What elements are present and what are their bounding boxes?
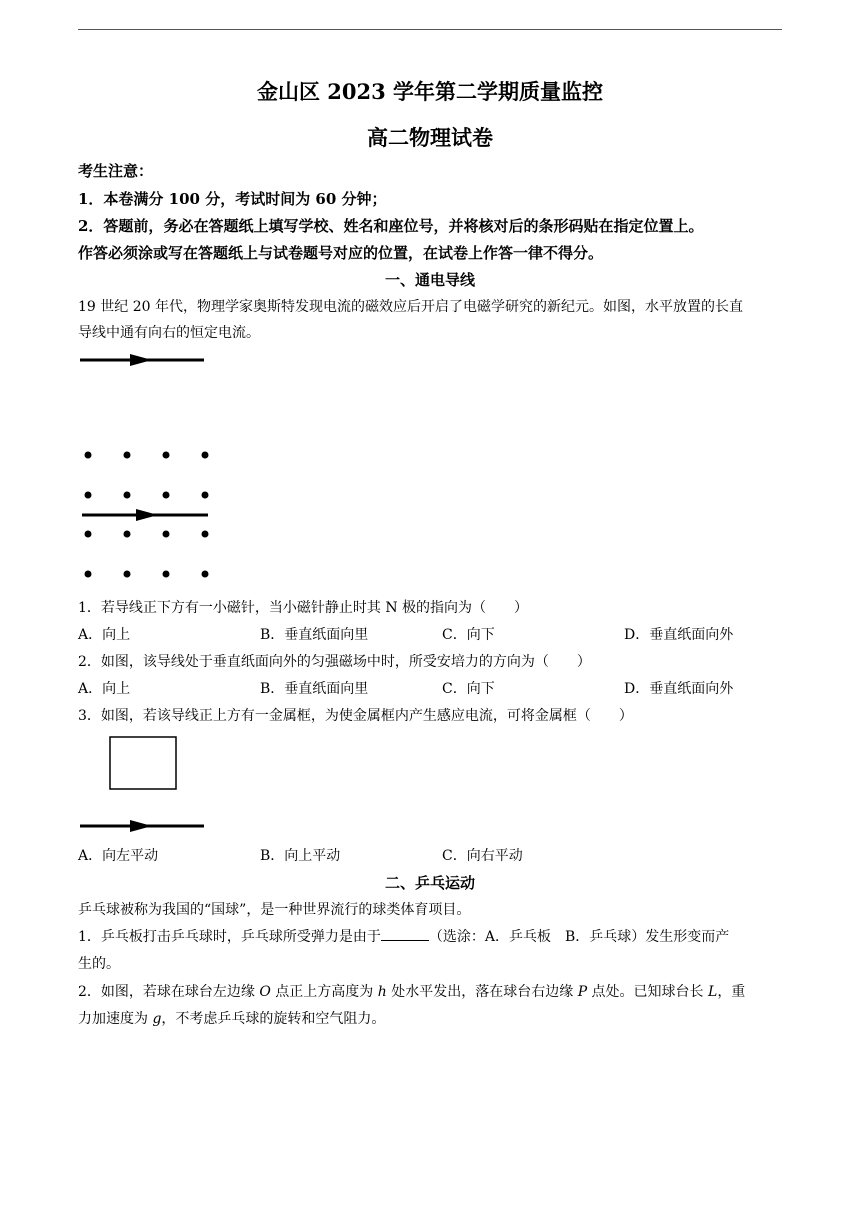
q2-option-a: A．向上 <box>78 681 131 697</box>
wire-with-arrow-figure <box>78 352 208 368</box>
s2-q2-text: ，重 <box>717 984 746 1000</box>
page-subtitle: 高二物理试卷 <box>367 125 493 150</box>
section-2-title: 二、乒乓运动 <box>384 874 475 892</box>
s2-q2-text: 处水平发出，落在球台右边缘 <box>386 984 578 1000</box>
q1-option-c: C．向下 <box>442 627 495 643</box>
q2-stem: 2．如图，该导线处于垂直纸面向外的匀强磁场中时，所受安培力的方向为（ ） <box>78 654 591 670</box>
s2-q2-line-2 <box>78 1008 385 1028</box>
point-o-label: O <box>259 984 271 1000</box>
s2-q2-text: 力加速度为 <box>78 1011 153 1027</box>
s2-q1-text-1: 1．乒乓板打击乒乓球时，乒乓球所受弹力是由于 <box>78 929 381 945</box>
q2-option-b: B．垂直纸面向里 <box>260 681 369 697</box>
notice-item-2: 2．答题前，务必在答题纸上填写学校、姓名和座位号，并将核对后的条形码贴在指定位置上。 <box>78 217 704 235</box>
metal-frame-figure <box>78 734 208 834</box>
q3-stem: 3．如图，若该导线正上方有一金属框，为使金属框内产生感应电流，可将金属框（ ） <box>78 708 633 724</box>
magnetic-field-figure <box>78 445 218 585</box>
s2-q2-text: ，不考虑乒乓球的旋转和空气阻力。 <box>161 1011 386 1027</box>
s2-q1-line-1 <box>78 926 729 946</box>
s2-q2-text: 2．如图，若球在球台左边缘 <box>78 984 260 1000</box>
q2-option-d: D．垂直纸面向外 <box>624 681 734 697</box>
notice-heading: 考生注意： <box>78 162 154 180</box>
q1-stem: 1．若导线正下方有一小磁针，当小磁针静止时其 N 极的指向为（ ） <box>78 600 529 616</box>
gravity-g-label: g <box>152 1011 162 1027</box>
section-1-intro-line-2: 导线中通有向右的恒定电流。 <box>78 325 260 341</box>
metal-frame-square <box>110 737 176 789</box>
q1-option-d: D．垂直纸面向外 <box>624 627 734 643</box>
section-1-intro-line-1: 19 世纪 20 年代，物理学家奥斯特发现电流的磁效应后开启了电磁学研究的新纪元。如图，水平放置的长直 <box>78 299 743 315</box>
q3-option-a: A．向左平动 <box>78 848 159 864</box>
notice-item-1: 1．本卷满分 100 分，考试时间为 60 分钟； <box>78 190 387 208</box>
s2-q1-text-2: （选涂：A．乒乓板 B．乒乓球）发生形变而产 <box>428 929 730 945</box>
answer-blank[interactable] <box>381 928 429 941</box>
current-arrow-icon <box>136 509 158 521</box>
section-1-title: 一、通电导线 <box>384 271 475 289</box>
s2-q2-line-1 <box>78 981 745 1001</box>
section-2-intro: 乒乓球被称为我国的“国球”，是一种世界流行的球类体育项目。 <box>78 902 471 918</box>
s2-q2-text: 点正上方高度为 <box>270 984 378 1000</box>
q3-option-c: C．向右平动 <box>442 848 523 864</box>
q3-option-b: B．向上平动 <box>260 848 341 864</box>
q2-option-c: C．向下 <box>442 681 495 697</box>
notice-item-3: 作答必须涂或写在答题纸上与试卷题号对应的位置，在试卷上作答一律不得分。 <box>78 244 604 262</box>
q1-option-a: A．向上 <box>78 627 131 643</box>
q1-option-b: B．垂直纸面向里 <box>260 627 369 643</box>
current-arrow-icon <box>130 820 152 832</box>
s2-q1-line-2: 生的。 <box>78 956 120 972</box>
s2-q2-text: 点处。已知球台长 <box>587 984 709 1000</box>
page-title: 金山区 2023 学年第二学期质量监控 <box>256 79 604 104</box>
top-rule <box>78 29 782 30</box>
length-l-label: L <box>708 984 718 1000</box>
height-h-label: h <box>377 984 387 1000</box>
point-p-label: P <box>577 984 588 1000</box>
